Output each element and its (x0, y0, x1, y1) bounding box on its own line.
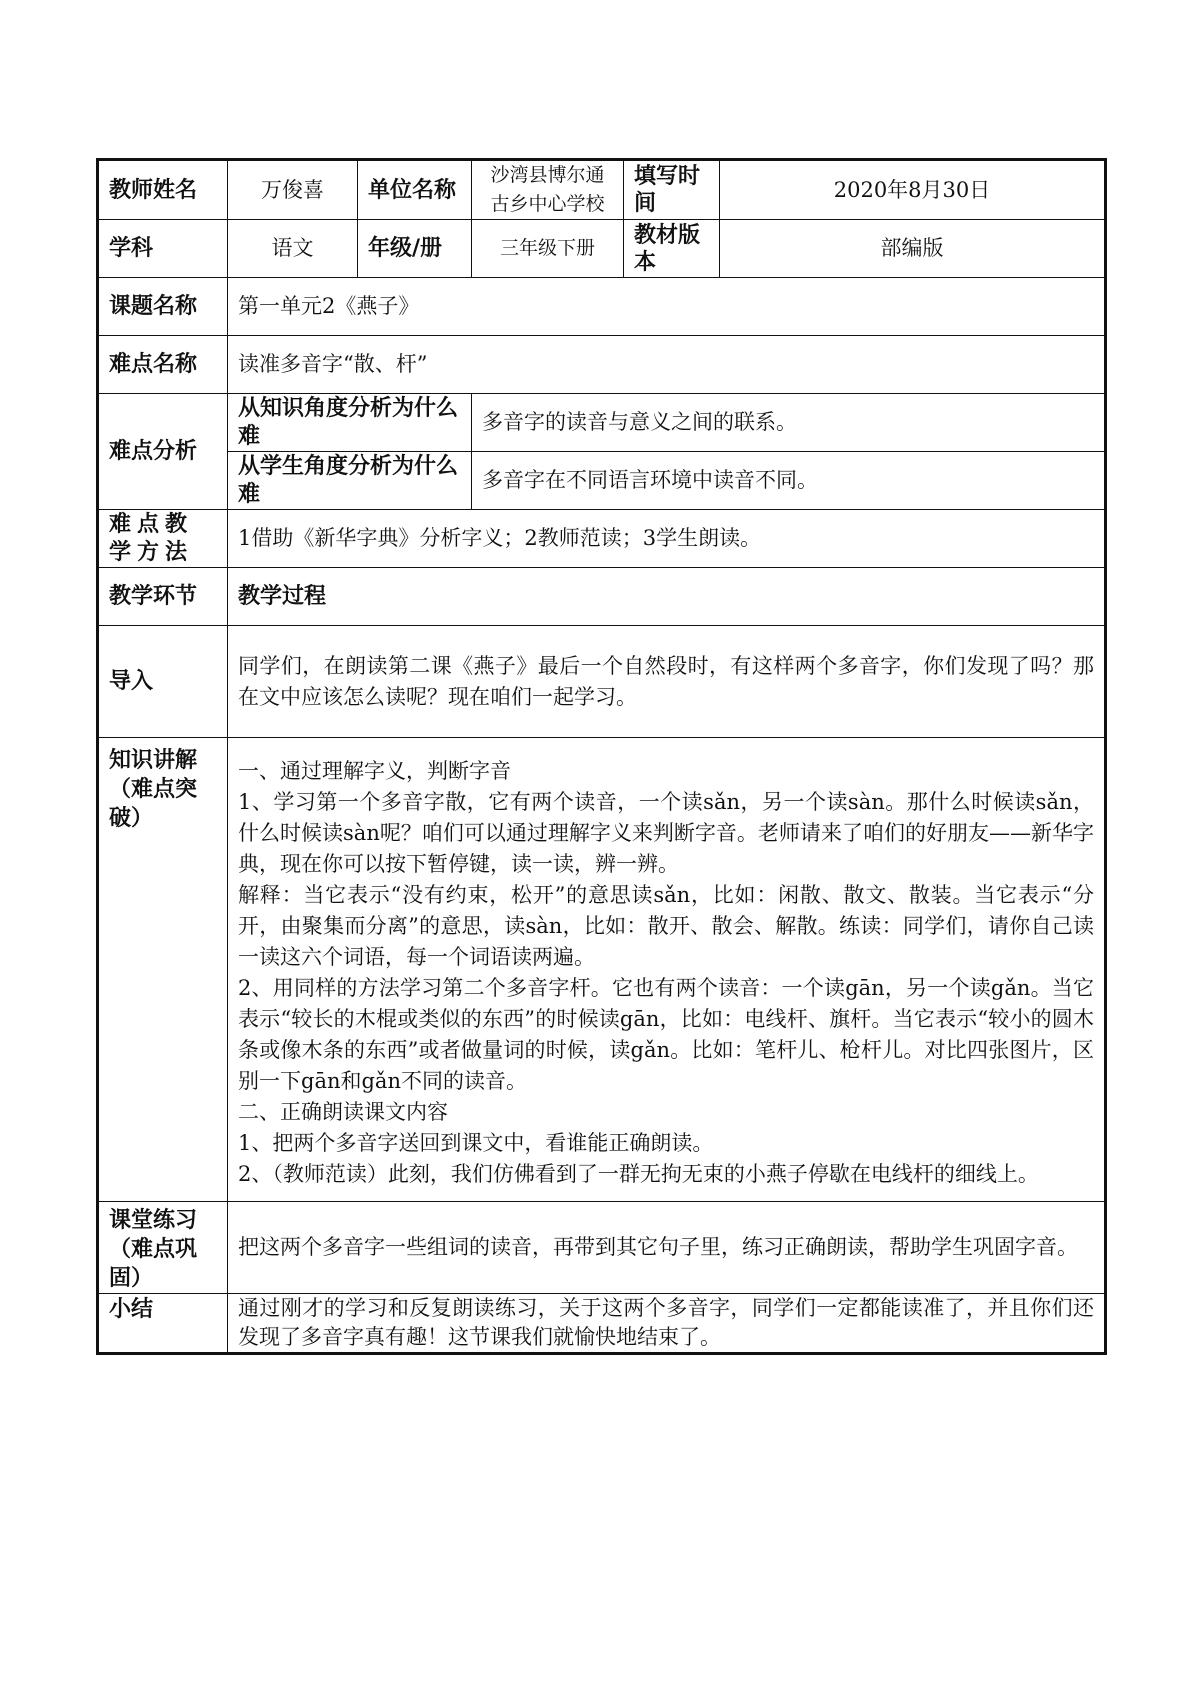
knowledge-content (228, 738, 1106, 1202)
analysis-row-knowledge (98, 394, 1106, 452)
knowledge-label: 知识讲解（难点突破） (98, 738, 228, 1202)
unit-name-label: 单位名称 (358, 160, 472, 220)
stage-header: 教学环节 (98, 568, 228, 626)
knowledge-row (98, 738, 1106, 1202)
difficulty-row (98, 336, 1106, 394)
difficulty-value: 读准多音字“散、杆” (228, 336, 1106, 394)
knowledge-paragraph: 1、学习第一个多音字散，它有两个读音，一个读sǎn，另一个读sàn。那什么时候读sǎn，什么时候读sàn呢？咱们可以通过理解字义来判断字音。老师请来了咱们的好朋友——新华字典，现在你可以按下暂停键，读一读，辨一辨。 (238, 790, 1094, 876)
lesson-title-value: 第一单元2《燕子》 (228, 278, 1106, 336)
intro-row (98, 626, 1106, 738)
student-angle-value: 多音字在不同语言环境中读音不同。 (472, 452, 1106, 510)
header-row-1 (98, 160, 1106, 220)
subject-label: 学科 (98, 220, 228, 278)
practice-text: 把这两个多音字一些组词的读音，再带到其它句子里，练习正确朗读，帮助学生巩固字音。 (228, 1202, 1106, 1294)
subject-value: 语文 (228, 220, 358, 278)
teacher-name-label: 教师姓名 (98, 160, 228, 220)
method-value: 1借助《新华字典》分析字义；2教师范读；3学生朗读。 (228, 510, 1106, 568)
analysis-label: 难点分析 (98, 394, 228, 510)
lesson-plan-table (96, 158, 1107, 1355)
grade-label: 年级/册 (358, 220, 472, 278)
teacher-name-value: 万俊喜 (228, 160, 358, 220)
practice-row (98, 1202, 1106, 1294)
method-label: 难点教学方法 (98, 510, 228, 568)
summary-text: 通过刚才的学习和反复朗读练习，关于这两个多音字，同学们一定都能读准了，并且你们还发现了多音字真有趣！这节课我们就愉快地结束了。 (228, 1294, 1106, 1354)
lesson-title-row (98, 278, 1106, 336)
lesson-plan-sheet (96, 158, 1104, 1355)
lesson-title-label: 课题名称 (98, 278, 228, 336)
intro-text: 同学们，在朗读第二课《燕子》最后一个自然段时，有这样两个多音字，你们发现了吗？那在文中应该怎么读呢？现在咱们一起学习。 (228, 626, 1106, 738)
process-header-row (98, 568, 1106, 626)
knowledge-paragraph: 2、（教师范读）此刻，我们仿佛看到了一群无拘无束的小燕子停歇在电线杆的细线上。 (238, 1162, 1039, 1186)
header-row-2 (98, 220, 1106, 278)
grade-value: 三年级下册 (472, 220, 624, 278)
difficulty-label: 难点名称 (98, 336, 228, 394)
practice-label: 课堂练习（难点巩固） (98, 1202, 228, 1294)
student-angle-label: 从学生角度分析为什么难 (228, 452, 472, 510)
knowledge-angle-label: 从知识角度分析为什么难 (228, 394, 472, 452)
method-row (98, 510, 1106, 568)
summary-label: 小结 (98, 1294, 228, 1354)
edition-value: 部编版 (720, 220, 1106, 278)
intro-label: 导入 (98, 626, 228, 738)
fill-time-label: 填写时间 (624, 160, 720, 220)
knowledge-paragraph: 解释：当它表示“没有约束，松开”的意思读sǎn，比如：闲散、散文、散装。当它表示“分开，由聚集而分离”的意思，读sàn，比如：散开、散会、解散。练读：同学们，请你自己读一读这六个词语，每一个词语读两遍。 (238, 883, 1094, 969)
knowledge-paragraph: 1、把两个多音字送回到课文中，看谁能正确朗读。 (238, 1131, 714, 1155)
knowledge-paragraph: 二、正确朗读课文内容 (238, 1100, 448, 1124)
unit-name-value: 沙湾县博尔通古乡中心学校 (472, 160, 624, 220)
knowledge-angle-value: 多音字的读音与意义之间的联系。 (472, 394, 1106, 452)
analysis-row-student (98, 452, 1106, 510)
edition-label: 教材版本 (624, 220, 720, 278)
knowledge-paragraph: 2、用同样的方法学习第二个多音字杆。它也有两个读音：一个读gān，另一个读gǎn。当它表示“较长的木棍或类似的东西”的时候读gān，比如：电线杆、旗杆。当它表示“较小的圆木条或像木条的东西”或者做量词的时候，读gǎn。比如：笔杆儿、枪杆儿。对比四张图片，区别一下gān和gǎn不同的读音。 (238, 976, 1094, 1093)
knowledge-paragraph: 一、通过理解字义，判断字音 (238, 759, 511, 783)
process-header: 教学过程 (228, 568, 1106, 626)
summary-row (98, 1294, 1106, 1354)
fill-time-value: 2020年8月30日 (720, 160, 1106, 220)
